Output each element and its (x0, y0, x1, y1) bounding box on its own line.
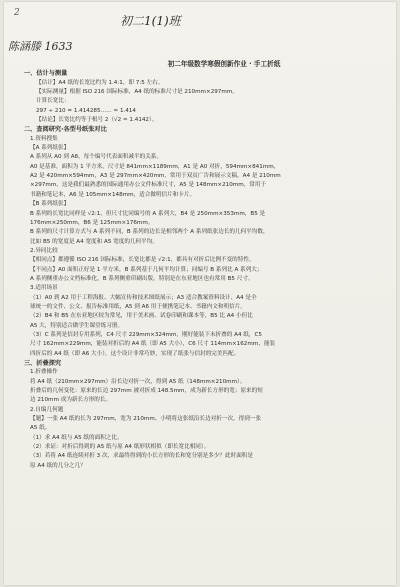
handwritten-name: 陈涵滕 1633 (8, 40, 73, 53)
text-line: B 系列的尺寸计算方式与 A 系列不同，B 系列的边长是相邻两个 A 系列纸张边长的几何平均数， (30, 229, 269, 236)
text-line: 297 ÷ 210 = 1.414285…… ≈ 1.414 (36, 107, 136, 114)
text-line: 【估计】A4 纸的长宽比约为 1.4:1，即 7:5 左右。 (36, 79, 164, 86)
section-heading: 三、折叠探究 (24, 360, 62, 367)
text-line: 【不同点】A0 面积正好是 1 平方米，B 系列基于几何平均计算；同编号 B 系列比 A 系列大； (30, 266, 263, 273)
text-line: 将 A4 纸（210mm×297mm）沿长边对折一次，得到 A5 纸（148mm×210mm）。 (30, 378, 246, 385)
text-line: 【相同点】都遵循 ISO 216 国际标准，长宽比都是 √2:1，都具有对折后比例不变的特性。 (30, 257, 255, 264)
text-line: 【结论】长宽比约等于根号 2（√2 ≈ 1.4142）。 (36, 117, 158, 124)
text-line: （3）C 系列是信封专用系列，C4 尺寸 229mm×324mm，刚好能装下未折叠的 A4 纸，C5 (30, 331, 262, 338)
text-line: 尺寸 162mm×229mm，能装对折后的 A4 纸（即 A5 大小），C6 尺寸 114mm×162mm，能装 (30, 341, 276, 348)
text-line: （1）求 A4 纸与 A5 纸的面积之比。 (30, 434, 123, 441)
text-line: 【题】一张 A4 纸的长为 297mm，宽为 210mm。小明将这张纸沿长边对折一次，得到一张 (30, 416, 262, 423)
text-line: A2 是 420mm×594mm，A3 是 297mm×420mm，常用于双页广告和展示文稿，A4 是 210mm (30, 173, 281, 180)
text-line: 【B 系列纸张】 (30, 201, 70, 208)
corner-handwritten-mark: 2 (14, 8, 20, 18)
text-line: 1.折叠操作 (30, 369, 58, 376)
handwritten-class-label: 初二1(1)班 (120, 14, 181, 28)
text-line: （3）若将 A4 纸连续对折 3 次，求最终得到的小长方形的长和宽分别是多少？此时面积是 (30, 453, 253, 460)
paper-sheet (4, 2, 396, 585)
text-line: 2.自编几何题 (30, 406, 64, 413)
text-line: 【实际测量】根据 ISO 216 国际标准，A4 纸的标准尺寸是 210mm×297mm。 (36, 89, 238, 96)
text-line: 原 A4 纸的几分之几？ (30, 462, 86, 469)
text-line: 176mm×250mm，B6 是 125mm×176mm。 (30, 219, 154, 226)
text-line: ×297mm，这是我们最熟悉的国际通用办公文件标准尺寸，A5 是 148mm×210mm，常用于 (30, 182, 267, 189)
text-line: 比如 B5 的宽度是 A4 宽度和 A5 宽度的几何平均。 (30, 238, 158, 245)
text-line: 四折后的 A4 纸（即 A6 大小），这个设计非常巧妙，实现了纸张与信封的完美匹配。 (30, 350, 240, 357)
text-line: 计算长宽比： (36, 98, 70, 105)
text-line: B 系列的长宽比同样是 √2:1，但尺寸比同编号的 A 系列大，B4 是 250mm×353mm，B5 是 (30, 210, 266, 217)
document-title: 初二年级数学寒假创新作业 · 手工折纸 (167, 60, 281, 68)
text-line: （1）A0 到 A2 用于工程海报、大幅宣传和技术图纸展示；A3 适合教案资料设计、A4 是全 (30, 294, 257, 301)
text-line: （2）B4 和 B5 在东亚地区较为常见，用于美术画、试卷印刷和课本等，B5 比 A4 小但比 (30, 313, 253, 320)
text-line: 书籍和笔记本，A6 是 105mm×148mm，适合做明信片和卡片。 (30, 191, 196, 198)
text-line: A5 大，特别适合做学生课堂练习册。 (30, 322, 124, 329)
text-line: 2.异同比较 (30, 247, 58, 254)
text-line: （2）求证：对折后得到的 A5 纸与原 A4 纸形状相似（即长宽比相同）。 (30, 444, 210, 451)
text-line: A5 纸。 (30, 425, 51, 432)
text-line: 3.适用场景 (30, 285, 58, 292)
text-line: 1.资料搜集 (30, 135, 58, 142)
document-lines (24, 69, 384, 471)
document-body (24, 60, 384, 471)
text-line: 【A 系列纸张】 (30, 145, 70, 152)
text-line: A 系列从 A0 到 A8，每个编号代表面积减半的关系。 (30, 154, 162, 161)
section-heading: 一、估计与测量 (24, 70, 68, 78)
text-line: 折叠后的几何变化：原来的长边 297mm 被对折成 148.5mm，成为新长方形的宽；原来的短 (30, 388, 263, 395)
text-line: A 系列侧重办公文档标准化，B 系列侧重印刷出版，特别是在东亚地区也有常用 B5 尺寸。 (30, 275, 254, 282)
text-line: 边 210mm 成为新长方形的长。 (30, 397, 112, 404)
text-line: A0 是基准，面积为 1 平方米，尺寸是 841mm×1189mm，A1 是 A0 对折，594mm×841mm， (30, 163, 280, 170)
text-line: 球统一的文件、公文、报告标准用纸，A5 到 A6 用于便携笔记本、书籍内文和明信片。 (30, 303, 246, 310)
section-heading: 二、查阅研究·各型号纸张对比 (24, 126, 107, 134)
